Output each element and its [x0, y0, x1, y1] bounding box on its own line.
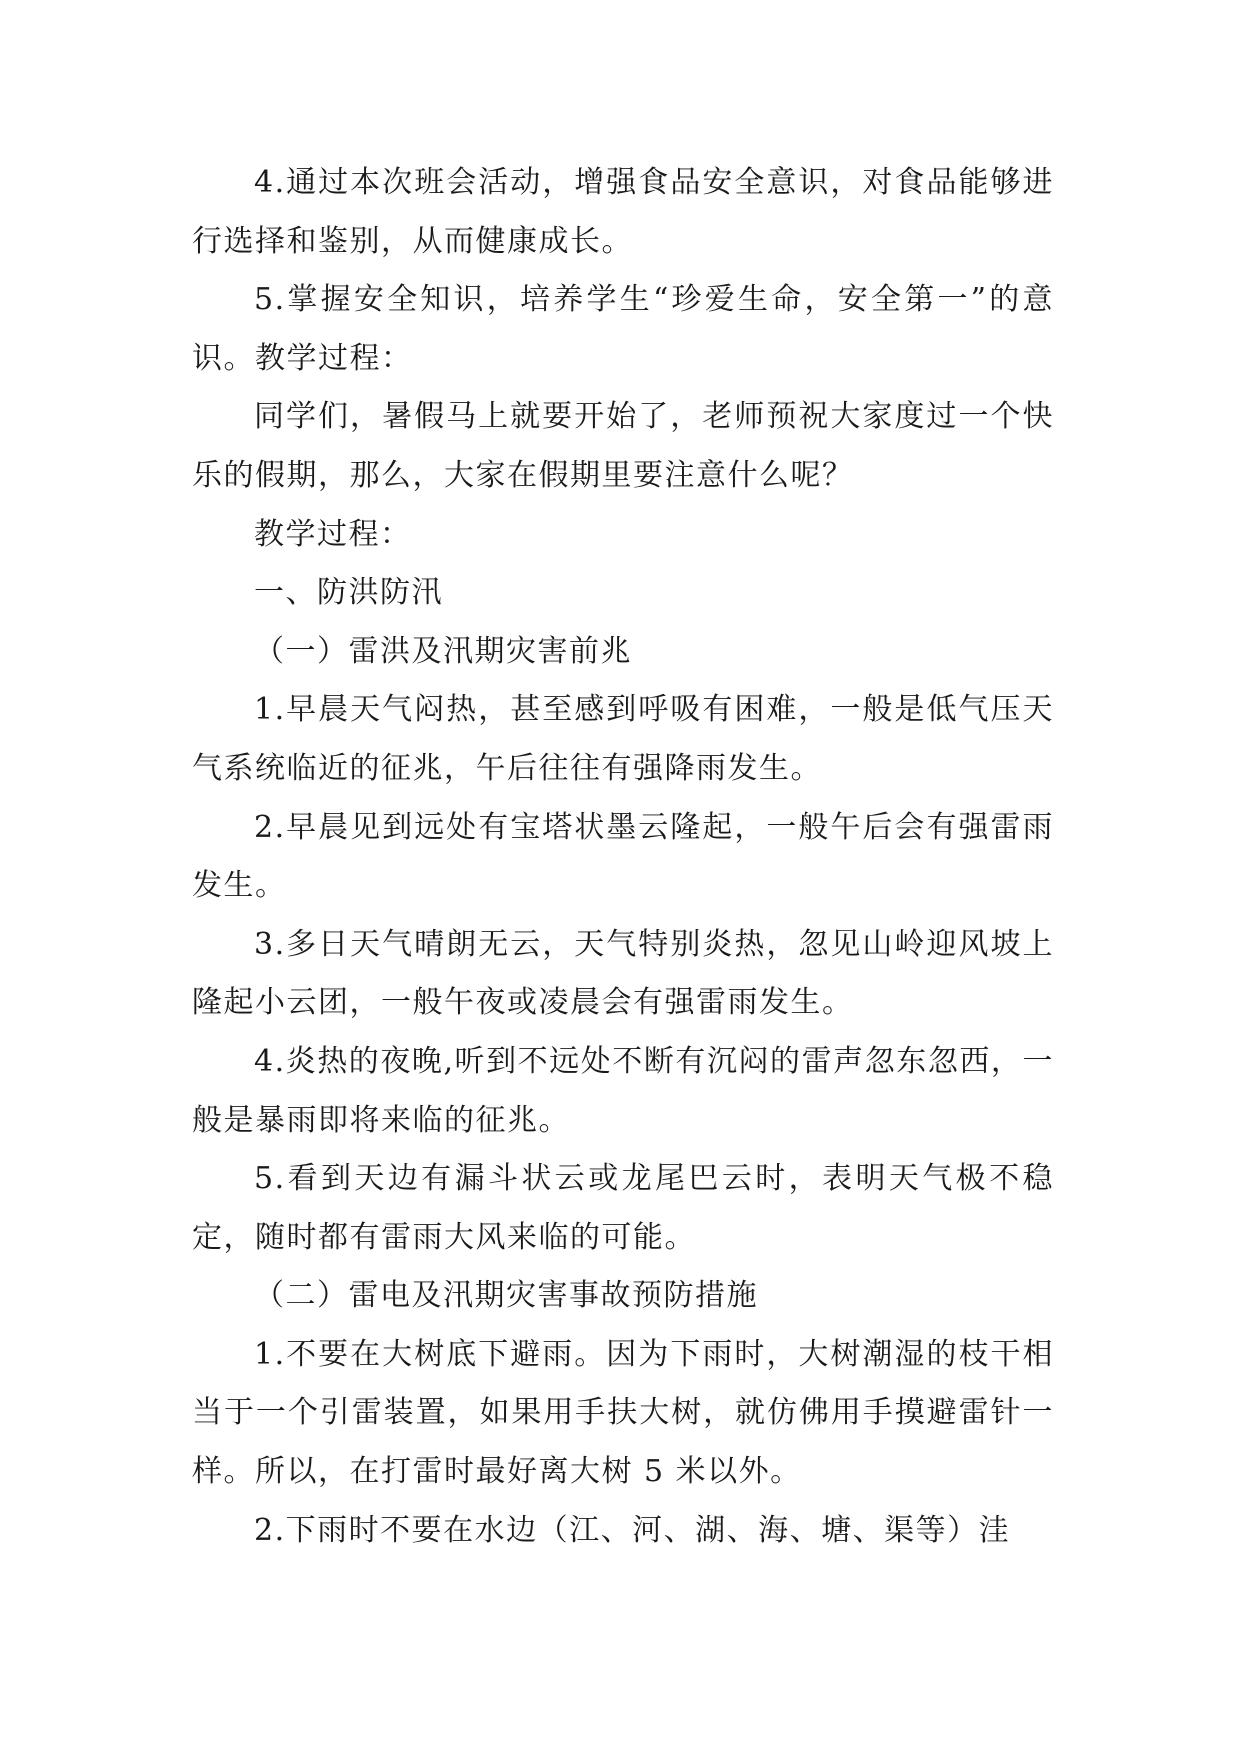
- paragraph-teaching-process: 教学过程：: [254, 516, 412, 552]
- list-item-omen-5: 5.看到天边有漏斗状云或龙尾巴云时，表明天气极不稳定，随时都有雷雨大风来临的可能。: [192, 1161, 1054, 1255]
- document-body: [192, 154, 1054, 1560]
- list-item-precaution-1: 1.不要在大树底下避雨。因为下雨时，大树潮湿的枝干相当于一个引雷装置，如果用手扶大树，就仿佛用手摸避雷针一样。所以，在打雷时最好离大树 5 米以外。: [192, 1336, 1054, 1490]
- paragraph-objective-4: 4.通过本次班会活动，增强食品安全意识，对食品能够进行选择和鉴别，从而健康成长。: [192, 165, 1054, 259]
- paragraph-objective-5: 5.掌握安全知识，培养学生“珍爱生命，安全第一”的意识。教学过程：: [192, 282, 1054, 376]
- subsection-heading-precautions: （二）雷电及汛期灾害事故预防措施: [254, 1278, 758, 1314]
- subsection-heading-omens: （一）雷洪及汛期灾害前兆: [254, 633, 632, 669]
- list-item-omen-1: 1.早晨天气闷热，甚至感到呼吸有困难，一般是低气压天气系统临近的征兆，午后往往有强降雨发生。: [192, 692, 1054, 786]
- section-heading-flood-prevention: 一、防洪防汛: [254, 575, 443, 611]
- list-item-omen-2: 2.早晨见到远处有宝塔状墨云隆起，一般午后会有强雷雨发生。: [192, 809, 1054, 904]
- list-item-omen-4: 4.炎热的夜晚,听到不远处不断有沉闷的雷声忽东忽西，一般是暴雨即将来临的征兆。: [192, 1043, 1054, 1138]
- paragraph-intro: 同学们，暑假马上就要开始了，老师预祝大家度过一个快乐的假期，那么，大家在假期里要注意什么呢？: [192, 399, 1054, 493]
- list-item-omen-3: 3.多日天气晴朗无云，天气特别炎热，忽见山岭迎风坡上隆起小云团，一般午夜或凌晨会有强雷雨发生。: [192, 926, 1054, 1021]
- list-item-precaution-2: 2.下雨时不要在水边（江、河、湖、海、塘、渠等）洼: [254, 1512, 1011, 1548]
